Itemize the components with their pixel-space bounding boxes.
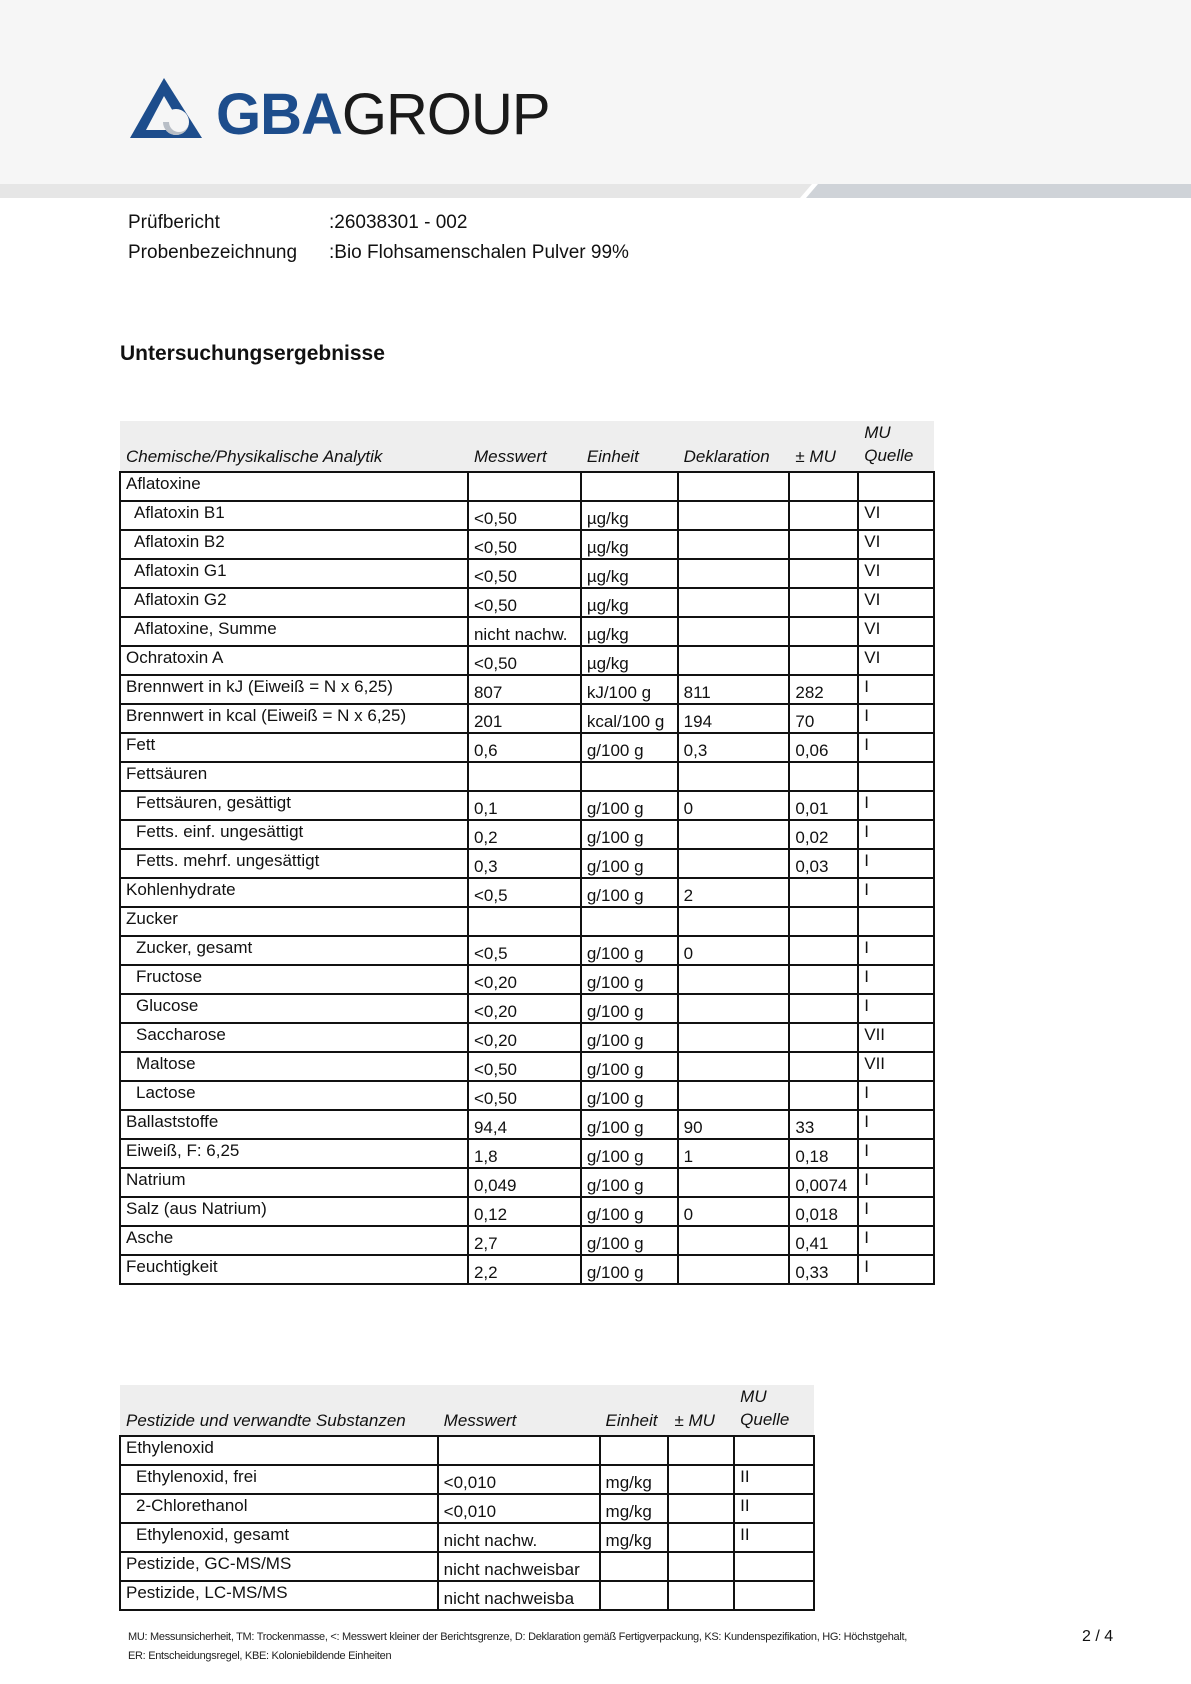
cell-decl (678, 1023, 790, 1052)
cell-mu: 0,18 (789, 1139, 858, 1168)
cell-mu (789, 501, 858, 530)
footnote-line: MU: Messunsicherheit, TM: Trockenmasse, <: Messwert kleiner der Berichtsgrenze, D: Deklaration gemäß Fertigverpackung, KS: Kundenspezifikation, HG: Höchstgehalt, (128, 1631, 907, 1643)
cell-unit: µg/kg (581, 617, 678, 646)
cell-unit (581, 472, 678, 501)
cell-unit: g/100 g (581, 1168, 678, 1197)
meta-label: Prüfbericht (128, 212, 220, 233)
table-row (120, 1139, 934, 1168)
table-row (120, 472, 934, 501)
cell-value: 0,12 (468, 1197, 581, 1226)
cell-src: VI (858, 559, 934, 588)
cell-decl: 0 (678, 1197, 790, 1226)
cell-decl (678, 1081, 790, 1110)
cell-decl (678, 1255, 790, 1284)
cell-name: Lactose (120, 1081, 468, 1110)
table-row (120, 588, 934, 617)
cell-value: 1,8 (468, 1139, 581, 1168)
meta-label: Probenbezeichnung (128, 242, 298, 263)
cell-unit: mg/kg (600, 1523, 669, 1552)
cell-src: I (858, 1226, 934, 1255)
cell-value: <0,5 (468, 878, 581, 907)
cell-unit: µg/kg (581, 646, 678, 675)
cell-src (858, 472, 934, 501)
cell-value: 0,2 (468, 820, 581, 849)
cell-name: Fettsäuren, gesättigt (120, 791, 468, 820)
cell-name: Saccharose (120, 1023, 468, 1052)
header-cell: ± MU (789, 421, 858, 472)
cell-name: Fettsäuren (120, 762, 468, 791)
cell-decl (678, 617, 790, 646)
cell-mu (789, 907, 858, 936)
page-number: 2 / 4 (1082, 1628, 1114, 1645)
cell-value: <0,20 (468, 994, 581, 1023)
cell-unit (600, 1581, 669, 1610)
cell-decl (678, 472, 790, 501)
header-cell: MU Quelle (858, 421, 934, 472)
cell-src: VI (858, 617, 934, 646)
footnote (128, 1628, 1028, 1666)
cell-unit: g/100 g (581, 1023, 678, 1052)
cell-value: <0,50 (468, 646, 581, 675)
cell-name: Fetts. einf. ungesättigt (120, 820, 468, 849)
cell-src (734, 1581, 814, 1610)
logo-wordmark (216, 82, 550, 148)
cell-src: I (858, 791, 934, 820)
cell-decl (678, 762, 790, 791)
cell-value: 0,6 (468, 733, 581, 762)
cell-mu: 0,02 (789, 820, 858, 849)
cell-src: I (858, 1139, 934, 1168)
cell-decl: 811 (678, 675, 790, 704)
cell-value (468, 472, 581, 501)
table-row (120, 820, 934, 849)
cell-value: 0,049 (468, 1168, 581, 1197)
cell-value: <0,5 (468, 936, 581, 965)
cell-value: <0,010 (438, 1465, 600, 1494)
cell-mu (789, 878, 858, 907)
cell-src: I (858, 936, 934, 965)
table-row (120, 733, 934, 762)
cell-src (734, 1552, 814, 1581)
cell-mu (789, 530, 858, 559)
cell-unit (600, 1436, 669, 1465)
table-row (120, 1081, 934, 1110)
cell-mu: 0,018 (789, 1197, 858, 1226)
cell-src (858, 762, 934, 791)
cell-src: I (858, 704, 934, 733)
cell-unit: µg/kg (581, 559, 678, 588)
cell-value: nicht nachw. (468, 617, 581, 646)
cell-name: Eiweiß, F: 6,25 (120, 1139, 468, 1168)
table-row (120, 675, 934, 704)
cell-unit: µg/kg (581, 588, 678, 617)
table-header-row (120, 1385, 814, 1436)
cell-mu (789, 559, 858, 588)
cell-name: Ballaststoffe (120, 1110, 468, 1139)
cell-unit: g/100 g (581, 820, 678, 849)
table-row (120, 1052, 934, 1081)
table-row (120, 791, 934, 820)
cell-src: I (858, 965, 934, 994)
cell-src: I (858, 849, 934, 878)
cell-decl (678, 1168, 790, 1197)
header-cell: Deklaration (678, 421, 790, 472)
cell-mu (668, 1552, 734, 1581)
cell-name: Ethylenoxid (120, 1436, 438, 1465)
cell-value: <0,50 (468, 1081, 581, 1110)
cell-src: VI (858, 530, 934, 559)
cell-value: 2,7 (468, 1226, 581, 1255)
cell-mu (789, 1052, 858, 1081)
cell-unit: g/100 g (581, 1226, 678, 1255)
header-stripe (0, 184, 1191, 198)
cell-name: Salz (aus Natrium) (120, 1197, 468, 1226)
cell-src: I (858, 994, 934, 1023)
cell-value: 2,2 (468, 1255, 581, 1284)
cell-mu: 282 (789, 675, 858, 704)
cell-name: Fett (120, 733, 468, 762)
table-row (120, 617, 934, 646)
table-row (120, 501, 934, 530)
cell-unit: g/100 g (581, 1197, 678, 1226)
cell-src: I (858, 733, 934, 762)
cell-src: II (734, 1465, 814, 1494)
table-row (120, 1110, 934, 1139)
header-cell: Einheit (600, 1385, 669, 1436)
cell-unit: g/100 g (581, 965, 678, 994)
cell-name: Fetts. mehrf. ungesättigt (120, 849, 468, 878)
cell-decl (678, 530, 790, 559)
cell-src: I (858, 675, 934, 704)
cell-mu (668, 1581, 734, 1610)
table-header-row (120, 421, 934, 472)
cell-value: nicht nachweisba (438, 1581, 600, 1610)
cell-mu: 33 (789, 1110, 858, 1139)
cell-src: I (858, 878, 934, 907)
cell-decl (678, 849, 790, 878)
cell-mu (668, 1436, 734, 1465)
table-row (120, 1255, 934, 1284)
cell-name: Aflatoxin B2 (120, 530, 468, 559)
cell-mu (789, 1081, 858, 1110)
cell-unit (581, 907, 678, 936)
cell-decl (678, 1052, 790, 1081)
cell-value: 201 (468, 704, 581, 733)
footnote-line: ER: Entscheidungsregel, KBE: Koloniebildende Einheiten (128, 1650, 392, 1662)
logo-brand-bold: GBA (216, 82, 342, 147)
cell-src: I (858, 1197, 934, 1226)
cell-unit: g/100 g (581, 849, 678, 878)
cell-decl (678, 820, 790, 849)
cell-value: 0,3 (468, 849, 581, 878)
pesticides-table (119, 1385, 815, 1611)
cell-mu (789, 472, 858, 501)
cell-mu (789, 646, 858, 675)
cell-name: Ethylenoxid, frei (120, 1465, 438, 1494)
cell-name: Zucker, gesamt (120, 936, 468, 965)
cell-name: Maltose (120, 1052, 468, 1081)
cell-unit: g/100 g (581, 791, 678, 820)
cell-name: Aflatoxin G1 (120, 559, 468, 588)
header-cell: Pestizide und verwandte Substanzen (120, 1385, 438, 1436)
cell-src: I (858, 1168, 934, 1197)
header-cell: Messwert (468, 421, 581, 472)
cell-decl: 0 (678, 791, 790, 820)
cell-mu: 0,03 (789, 849, 858, 878)
table-row (120, 1023, 934, 1052)
cell-unit: g/100 g (581, 994, 678, 1023)
cell-src: II (734, 1494, 814, 1523)
cell-value: <0,010 (438, 1494, 600, 1523)
cell-decl (678, 501, 790, 530)
cell-unit: g/100 g (581, 936, 678, 965)
table-row (120, 1523, 814, 1552)
cell-name: Asche (120, 1226, 468, 1255)
cell-mu (789, 617, 858, 646)
cell-value: nicht nachweisbar (438, 1552, 600, 1581)
cell-unit: µg/kg (581, 501, 678, 530)
cell-value: 94,4 (468, 1110, 581, 1139)
cell-mu (668, 1494, 734, 1523)
cell-src: I (858, 1110, 934, 1139)
cell-decl: 1 (678, 1139, 790, 1168)
cell-name: Brennwert in kJ (Eiweiß = N x 6,25) (120, 675, 468, 704)
cell-unit: mg/kg (600, 1494, 669, 1523)
cell-decl (678, 1226, 790, 1255)
table-row (120, 907, 934, 936)
cell-src: VI (858, 501, 934, 530)
table-row (120, 1581, 814, 1610)
cell-mu: 0,0074 (789, 1168, 858, 1197)
cell-unit: g/100 g (581, 1052, 678, 1081)
cell-value: <0,50 (468, 501, 581, 530)
cell-decl (678, 559, 790, 588)
cell-src: II (734, 1523, 814, 1552)
cell-decl (678, 965, 790, 994)
cell-src: I (858, 1081, 934, 1110)
cell-name: Glucose (120, 994, 468, 1023)
cell-name: Aflatoxine (120, 472, 468, 501)
cell-src: VI (858, 646, 934, 675)
header-cell: ± MU (668, 1385, 734, 1436)
cell-src: I (858, 820, 934, 849)
table-row (120, 1552, 814, 1581)
cell-name: Kohlenhydrate (120, 878, 468, 907)
cell-name: Feuchtigkeit (120, 1255, 468, 1284)
cell-value: nicht nachw. (438, 1523, 600, 1552)
cell-decl (678, 646, 790, 675)
cell-name: Pestizide, GC-MS/MS (120, 1552, 438, 1581)
cell-mu: 0,06 (789, 733, 858, 762)
table-row (120, 994, 934, 1023)
meta-value: :Bio Flohsamenschalen Pulver 99% (329, 242, 629, 263)
cell-unit: g/100 g (581, 878, 678, 907)
table-row (120, 762, 934, 791)
cell-name: Ethylenoxid, gesamt (120, 1523, 438, 1552)
cell-name: Pestizide, LC-MS/MS (120, 1581, 438, 1610)
cell-name: Zucker (120, 907, 468, 936)
cell-mu (668, 1523, 734, 1552)
chemical-analysis-table (119, 421, 935, 1285)
cell-unit: g/100 g (581, 1255, 678, 1284)
cell-decl: 194 (678, 704, 790, 733)
cell-decl (678, 588, 790, 617)
table-row (120, 1465, 814, 1494)
cell-decl: 90 (678, 1110, 790, 1139)
cell-src: VII (858, 1023, 934, 1052)
cell-value: <0,50 (468, 559, 581, 588)
cell-mu (789, 965, 858, 994)
section-title: Untersuchungsergebnisse (120, 342, 385, 365)
cell-decl: 0,3 (678, 733, 790, 762)
logo-brand-regular: GROUP (341, 82, 550, 147)
cell-name: 2-Chlorethanol (120, 1494, 438, 1523)
table-row (120, 646, 934, 675)
cell-mu (668, 1465, 734, 1494)
cell-mu (789, 994, 858, 1023)
header-cell: Chemische/Physikalische Analytik (120, 421, 468, 472)
table-row (120, 1436, 814, 1465)
cell-mu: 0,01 (789, 791, 858, 820)
header-cell: Messwert (438, 1385, 600, 1436)
table-row (120, 965, 934, 994)
cell-name: Fructose (120, 965, 468, 994)
cell-unit: g/100 g (581, 1081, 678, 1110)
cell-value: 0,1 (468, 791, 581, 820)
cell-value: <0,50 (468, 1052, 581, 1081)
cell-decl: 0 (678, 936, 790, 965)
cell-name: Ochratoxin A (120, 646, 468, 675)
table-row (120, 530, 934, 559)
table-row (120, 1168, 934, 1197)
cell-src: VII (858, 1052, 934, 1081)
table-row (120, 1494, 814, 1523)
table-row (120, 878, 934, 907)
cell-decl (678, 994, 790, 1023)
cell-value: <0,20 (468, 1023, 581, 1052)
header-cell: Einheit (581, 421, 678, 472)
cell-src (858, 907, 934, 936)
cell-mu (789, 588, 858, 617)
cell-value: <0,50 (468, 530, 581, 559)
table-row (120, 1226, 934, 1255)
cell-name: Brennwert in kcal (Eiweiß = N x 6,25) (120, 704, 468, 733)
cell-src: VI (858, 588, 934, 617)
cell-decl (678, 907, 790, 936)
table-row (120, 559, 934, 588)
cell-value: <0,20 (468, 965, 581, 994)
cell-value: 807 (468, 675, 581, 704)
cell-name: Aflatoxin G2 (120, 588, 468, 617)
logo-mark-icon (130, 78, 210, 144)
cell-name: Natrium (120, 1168, 468, 1197)
table-row (120, 936, 934, 965)
cell-value (438, 1436, 600, 1465)
cell-unit: g/100 g (581, 733, 678, 762)
cell-unit: µg/kg (581, 530, 678, 559)
cell-mu: 0,41 (789, 1226, 858, 1255)
cell-value: <0,50 (468, 588, 581, 617)
cell-mu (789, 762, 858, 791)
cell-name: Aflatoxine, Summe (120, 617, 468, 646)
cell-unit: mg/kg (600, 1465, 669, 1494)
cell-unit (600, 1552, 669, 1581)
cell-unit (581, 762, 678, 791)
cell-unit: kJ/100 g (581, 675, 678, 704)
table-row (120, 849, 934, 878)
cell-value (468, 907, 581, 936)
cell-mu (789, 936, 858, 965)
cell-unit: kcal/100 g (581, 704, 678, 733)
cell-unit: g/100 g (581, 1110, 678, 1139)
cell-value (468, 762, 581, 791)
cell-src (734, 1436, 814, 1465)
header-cell: MU Quelle (734, 1385, 814, 1436)
meta-value: :26038301 - 002 (329, 212, 468, 233)
cell-name: Aflatoxin B1 (120, 501, 468, 530)
table-row (120, 1197, 934, 1226)
cell-src: I (858, 1255, 934, 1284)
table-row (120, 704, 934, 733)
cell-mu (789, 1023, 858, 1052)
cell-mu: 70 (789, 704, 858, 733)
cell-decl: 2 (678, 878, 790, 907)
cell-mu: 0,33 (789, 1255, 858, 1284)
cell-unit: g/100 g (581, 1139, 678, 1168)
